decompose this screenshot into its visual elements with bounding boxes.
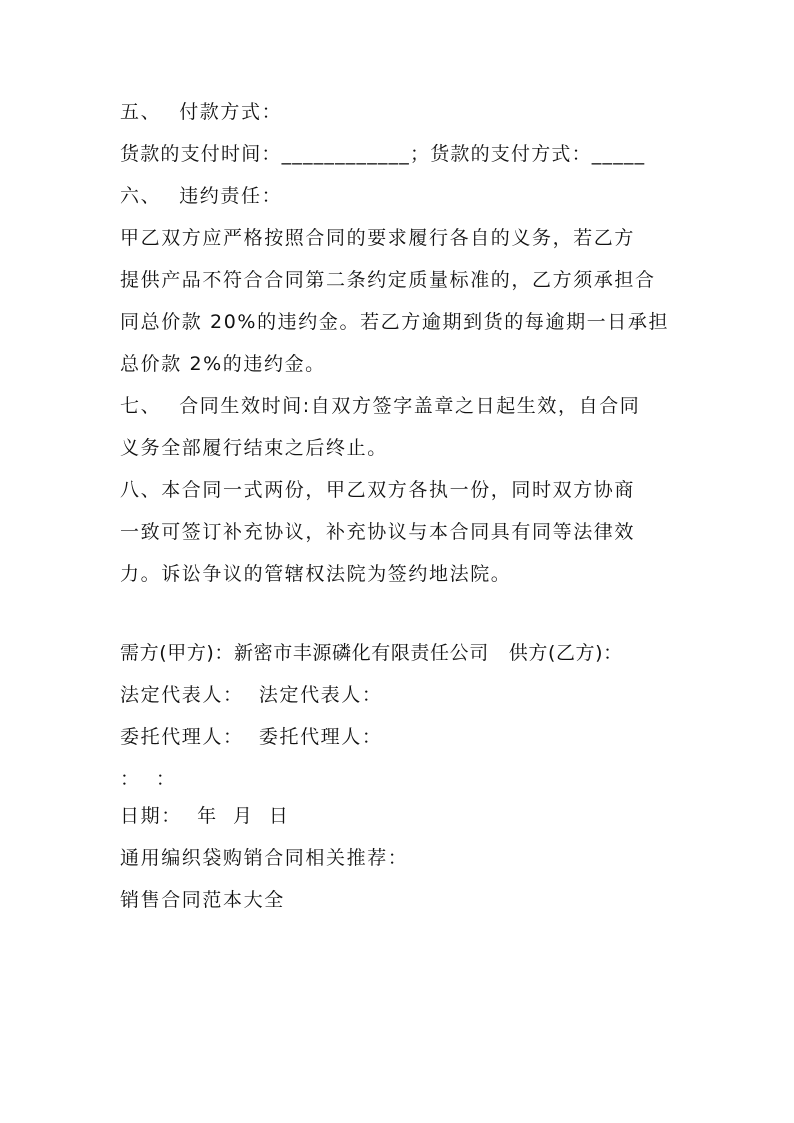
paragraph-line: 八、本合同一式两份，甲乙双方各执一份，同时双方协商 xyxy=(120,479,636,501)
section-6-title: 违约责任： xyxy=(179,185,283,207)
section-7-line-1 xyxy=(120,394,680,418)
paragraph-line: 同总价款 20%的违约金。若乙方逾期到货的每逾期一日承担 xyxy=(120,311,670,333)
section-5-title: 付款方式： xyxy=(179,101,283,123)
signature-agent: 委托代理人： 委托代理人： xyxy=(120,726,383,748)
section-5-number: 五、 xyxy=(120,101,162,123)
signature-parties: 需方(甲方)：新密市丰源磷化有限责任公司 供方(乙方)： xyxy=(120,642,623,664)
related-title: 通用编织袋购销合同相关推荐： xyxy=(120,847,409,869)
paragraph-line: 一致可签订补充协议，补充协议与本合同具有同等法律效 xyxy=(120,521,636,543)
signature-date: 日期： 年 月 日 xyxy=(120,805,290,827)
section-6-heading xyxy=(120,184,680,208)
related-link[interactable]: 销售合同范本大全 xyxy=(120,889,285,911)
paragraph-line: 总价款 2%的违约金。 xyxy=(120,353,326,375)
paragraph-line: 甲乙双方应严格按照合同的要求履行各自的义务，若乙方 xyxy=(120,227,636,249)
section-6-number: 六、 xyxy=(120,185,162,207)
section-5-heading xyxy=(120,100,680,124)
signature-legal-rep: 法定代表人： 法定代表人： xyxy=(120,684,383,706)
signature-colons: ： ： xyxy=(120,768,177,790)
paragraph-line: 提供产品不符合合同第二条约定质量标准的，乙方须承担合 xyxy=(120,269,656,291)
section-7-line-2: 义务全部履行结束之后终止。 xyxy=(120,437,388,459)
section-7-number: 七、 xyxy=(120,395,162,417)
paragraph-line: 力。诉讼争议的管辖权法院为签约地法院。 xyxy=(120,563,512,585)
payment-line: 货款的支付时间：____________；货款的支付方式：_____ xyxy=(120,143,646,165)
section-7-text: 合同生效时间:自双方签字盖章之日起生效，自合同 xyxy=(179,395,641,417)
